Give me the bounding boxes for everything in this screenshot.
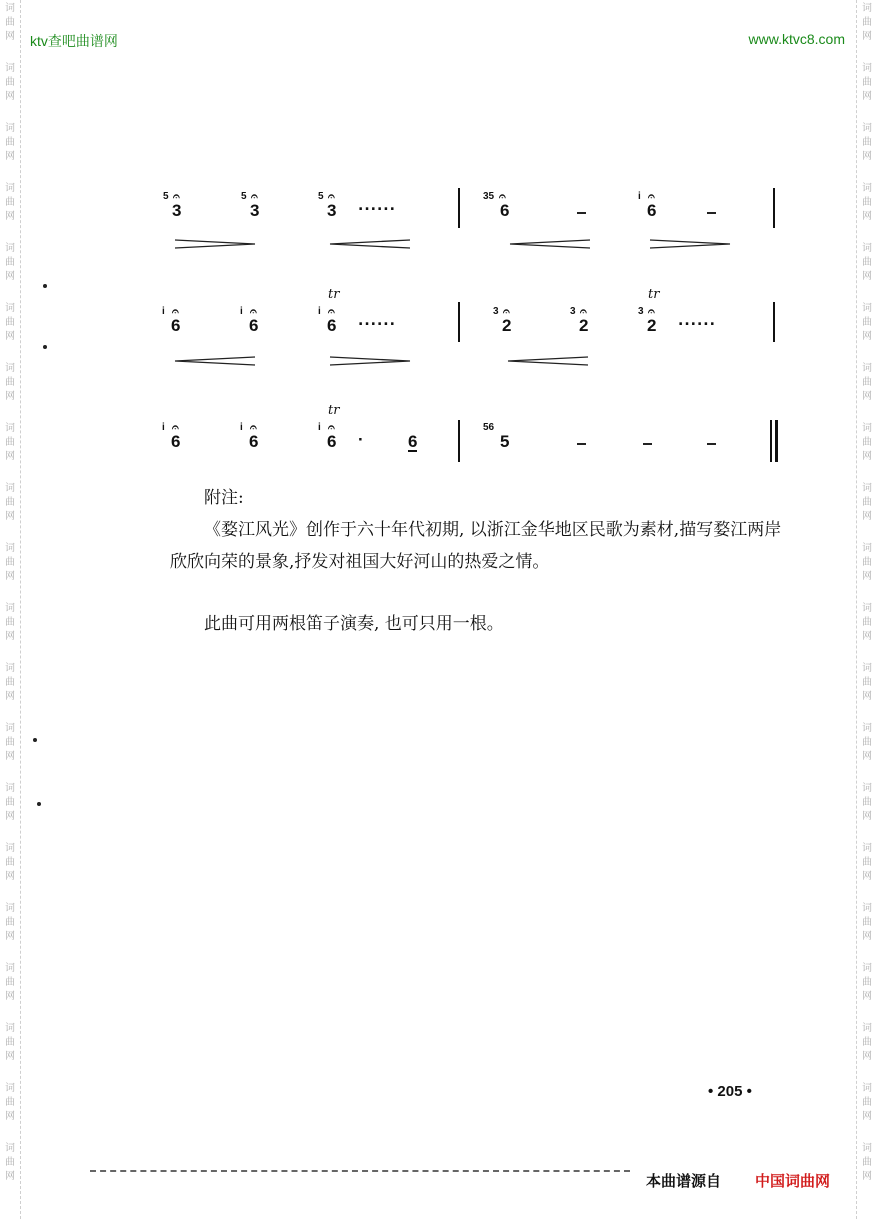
watermark-char: 网 xyxy=(5,751,15,762)
footer-source-site[interactable]: 中国词曲网 xyxy=(755,1172,831,1190)
watermark-char: 网 xyxy=(5,31,15,42)
extension-dash xyxy=(577,212,586,214)
watermark-char: 曲 xyxy=(862,1037,872,1048)
watermark-char: 曲 xyxy=(5,437,15,448)
watermark-char: 曲 xyxy=(862,677,872,688)
watermark-char: 曲 xyxy=(862,1097,872,1108)
watermark-char: 网 xyxy=(5,451,15,462)
watermark-char: 词 xyxy=(862,783,872,794)
watermark-char: 词 xyxy=(862,963,872,974)
watermark-char: 网 xyxy=(5,511,15,522)
watermark-char: 网 xyxy=(862,391,872,402)
watermark-char: 词 xyxy=(862,843,872,854)
page-number: • 205 • xyxy=(708,1083,752,1100)
fermata-icon: 𝄐 xyxy=(250,420,257,434)
watermark-text xyxy=(859,782,875,824)
watermark-char: 词 xyxy=(862,483,872,494)
watermark-char: 词 xyxy=(5,423,15,434)
fermata-icon: 𝄐 xyxy=(328,420,335,434)
watermark-char: 曲 xyxy=(5,197,15,208)
watermark-char: 网 xyxy=(5,391,15,402)
watermark-char: 词 xyxy=(5,543,15,554)
watermark-text xyxy=(2,842,18,884)
watermark-char: 词 xyxy=(5,1023,15,1034)
watermark-char: 网 xyxy=(5,1051,15,1062)
dynamics-hairpins xyxy=(0,0,877,480)
hairpin-crescendo xyxy=(330,240,410,248)
watermark-char: 词 xyxy=(5,123,15,134)
scan-speck xyxy=(43,284,47,288)
watermark-char: 曲 xyxy=(5,1157,15,1168)
trill-mark: tr xyxy=(328,403,340,418)
watermark-char: 词 xyxy=(5,903,15,914)
watermark-char: 网 xyxy=(862,151,872,162)
watermark-text xyxy=(2,1022,18,1064)
watermark-char: 曲 xyxy=(862,497,872,508)
watermark-char: 网 xyxy=(5,631,15,642)
watermark-char: 词 xyxy=(862,243,872,254)
watermark-char: 网 xyxy=(5,811,15,822)
watermark-char: 词 xyxy=(862,1083,872,1094)
watermark-text xyxy=(859,662,875,704)
watermark-char: 曲 xyxy=(5,557,15,568)
watermark-text xyxy=(2,1142,18,1184)
watermark-char: 曲 xyxy=(5,617,15,628)
watermark-char: 词 xyxy=(862,603,872,614)
continuation-dots: ...... xyxy=(358,198,396,214)
watermark-char: 词 xyxy=(5,1143,15,1154)
eighth-note: 6 xyxy=(408,432,418,451)
watermark-char: 曲 xyxy=(862,1157,872,1168)
watermark-char: 曲 xyxy=(5,77,15,88)
watermark-char: 网 xyxy=(862,91,872,102)
watermark-char: 曲 xyxy=(5,737,15,748)
watermark-char: 网 xyxy=(5,1171,15,1182)
watermark-char: 网 xyxy=(862,331,872,342)
watermark-char: 词 xyxy=(862,63,872,74)
watermark-char: 网 xyxy=(5,991,15,1002)
watermark-char: 词 xyxy=(5,843,15,854)
trill-mark: tr xyxy=(328,287,340,302)
watermark-char: 曲 xyxy=(5,17,15,28)
watermark-char: 网 xyxy=(862,931,872,942)
watermark-char: 网 xyxy=(862,31,872,42)
watermark-char: 网 xyxy=(862,811,872,822)
watermark-char: 网 xyxy=(5,691,15,702)
watermark-text xyxy=(859,902,875,944)
watermark-char: 曲 xyxy=(862,137,872,148)
watermark-char: 曲 xyxy=(862,317,872,328)
watermark-char: 网 xyxy=(862,871,872,882)
watermark-char: 词 xyxy=(862,1023,872,1034)
extension-dash xyxy=(643,443,652,445)
watermark-char: 曲 xyxy=(5,1037,15,1048)
watermark-char: 曲 xyxy=(862,617,872,628)
watermark-text xyxy=(2,1082,18,1124)
fermata-icon: 𝄐 xyxy=(648,304,655,318)
watermark-text xyxy=(2,482,18,524)
extension-dash xyxy=(577,443,586,445)
fermata-icon: 𝄐 xyxy=(328,304,335,318)
scan-speck xyxy=(37,802,41,806)
continuation-dots: ...... xyxy=(678,313,716,329)
watermark-text xyxy=(2,902,18,944)
watermark-char: 网 xyxy=(862,1051,872,1062)
watermark-char: 网 xyxy=(5,1111,15,1122)
final-bar-line-thick xyxy=(775,420,778,462)
fermata-icon: 𝄐 xyxy=(173,189,180,203)
watermark-text xyxy=(859,482,875,524)
fermata-icon: 𝄐 xyxy=(172,420,179,434)
watermark-char: 网 xyxy=(5,871,15,882)
scan-speck xyxy=(43,345,47,349)
fermata-icon: 𝄐 xyxy=(250,304,257,318)
extension-dash xyxy=(707,212,716,214)
footer-rule xyxy=(90,1170,630,1172)
watermark-char: 词 xyxy=(5,3,15,14)
watermark-char: 网 xyxy=(862,211,872,222)
watermark-text xyxy=(2,662,18,704)
watermark-text xyxy=(859,962,875,1004)
watermark-char: 曲 xyxy=(862,737,872,748)
watermark-char: 词 xyxy=(5,963,15,974)
watermark-char: 网 xyxy=(5,271,15,282)
watermark-char: 网 xyxy=(862,271,872,282)
watermark-char: 词 xyxy=(5,243,15,254)
watermark-char: 曲 xyxy=(5,1097,15,1108)
watermark-char: 网 xyxy=(862,751,872,762)
fermata-icon: 𝄐 xyxy=(648,189,655,203)
watermark-char: 词 xyxy=(862,183,872,194)
watermark-char: 曲 xyxy=(862,977,872,988)
bar-line xyxy=(458,188,460,228)
watermark-text xyxy=(2,722,18,764)
watermark-char: 网 xyxy=(862,571,872,582)
watermark-char: 词 xyxy=(5,723,15,734)
watermark-char: 网 xyxy=(862,991,872,1002)
final-bar-line-thin xyxy=(770,420,772,462)
watermark-char: 词 xyxy=(862,1143,872,1154)
watermark-char: 词 xyxy=(862,663,872,674)
watermark-char: 曲 xyxy=(862,197,872,208)
scan-speck xyxy=(33,738,37,742)
watermark-char: 曲 xyxy=(862,797,872,808)
hairpin-diminuendo xyxy=(330,357,410,365)
trill-mark: tr xyxy=(648,287,660,302)
watermark-char: 曲 xyxy=(5,137,15,148)
bar-line xyxy=(773,188,775,228)
watermark-text xyxy=(2,602,18,644)
watermark-char: 词 xyxy=(5,63,15,74)
watermark-char: 曲 xyxy=(5,857,15,868)
watermark-text xyxy=(2,542,18,584)
music-score: 5 𝄐 3 5 𝄐 3 5 𝄐 3 ...... 35 𝄐 6 i 𝄐 6 tr tr i 𝄐 6 i 𝄐 6 i 𝄐 6 ...... 3 𝄐 2 3 𝄐 2 3 𝄐 2 ...... tr i 𝄐 6 i 𝄐 6 i 𝄐 6 · 6 56 5 xyxy=(0,0,877,480)
hairpin-diminuendo xyxy=(175,240,255,248)
watermark-text xyxy=(859,1022,875,1064)
watermark-text xyxy=(2,962,18,1004)
watermark-char: 曲 xyxy=(5,497,15,508)
watermark-char: 词 xyxy=(862,543,872,554)
watermark-char: 词 xyxy=(5,603,15,614)
continuation-dots: ...... xyxy=(358,313,396,329)
watermark-char: 曲 xyxy=(5,977,15,988)
watermark-char: 曲 xyxy=(862,437,872,448)
bar-line xyxy=(458,420,460,462)
watermark-char: 曲 xyxy=(862,77,872,88)
header-right-link[interactable]: www.ktvc8.com xyxy=(748,31,845,47)
watermark-char: 网 xyxy=(862,631,872,642)
watermark-char: 网 xyxy=(5,211,15,222)
watermark-char: 词 xyxy=(862,123,872,134)
watermark-char: 词 xyxy=(5,483,15,494)
fermata-icon: 𝄐 xyxy=(580,304,587,318)
watermark-char: 曲 xyxy=(862,377,872,388)
watermark-char: 网 xyxy=(862,691,872,702)
fermata-icon: 𝄐 xyxy=(499,189,506,203)
watermark-char: 曲 xyxy=(5,257,15,268)
extension-dash xyxy=(707,443,716,445)
watermark-char: 曲 xyxy=(5,677,15,688)
watermark-char: 网 xyxy=(862,451,872,462)
watermark-char: 词 xyxy=(862,303,872,314)
watermark-char: 词 xyxy=(5,783,15,794)
watermark-text xyxy=(859,842,875,884)
watermark-char: 词 xyxy=(862,903,872,914)
hairpin-crescendo xyxy=(175,357,255,365)
hairpin-crescendo xyxy=(510,240,590,248)
watermark-char: 词 xyxy=(862,423,872,434)
watermark-char: 词 xyxy=(5,1083,15,1094)
watermark-char: 网 xyxy=(5,571,15,582)
hairpin-crescendo xyxy=(508,357,588,365)
watermark-char: 曲 xyxy=(862,857,872,868)
bar-line xyxy=(773,302,775,342)
header-left-link[interactable]: ktv查吧曲谱网 xyxy=(30,33,118,49)
watermark-char: 网 xyxy=(5,91,15,102)
watermark-char: 词 xyxy=(5,663,15,674)
notes-paragraph: 此曲可用两根笛子演奏, 也可只用一根。 xyxy=(204,614,504,634)
watermark-char: 网 xyxy=(862,511,872,522)
fermata-icon: 𝄐 xyxy=(251,189,258,203)
watermark-text xyxy=(859,602,875,644)
watermark-text xyxy=(859,1082,875,1124)
notes-heading: 附注: xyxy=(204,488,244,508)
augmentation-dot: · xyxy=(358,430,364,449)
watermark-char: 曲 xyxy=(862,917,872,928)
fermata-icon: 𝄐 xyxy=(503,304,510,318)
notes-paragraph: 《婺江风光》创作于六十年代初期, 以浙江金华地区民歌为素材,描写婺江两岸欣欣向荣的景象,抒发对祖国大好河山的热爱之情。 xyxy=(170,520,782,572)
bar-line xyxy=(458,302,460,342)
watermark-char: 网 xyxy=(5,151,15,162)
watermark-char: 词 xyxy=(862,3,872,14)
hairpin-diminuendo xyxy=(650,240,730,248)
watermark-char: 词 xyxy=(5,183,15,194)
fermata-icon: 𝄐 xyxy=(328,189,335,203)
watermark-char: 词 xyxy=(862,363,872,374)
footer-source-label: 本曲谱源自 xyxy=(646,1172,722,1190)
watermark-char: 网 xyxy=(862,1171,872,1182)
watermark-char: 曲 xyxy=(862,17,872,28)
watermark-text xyxy=(859,1142,875,1184)
watermark-char: 曲 xyxy=(862,257,872,268)
watermark-char: 曲 xyxy=(862,557,872,568)
watermark-text xyxy=(859,542,875,584)
watermark-char: 网 xyxy=(5,931,15,942)
watermark-text xyxy=(859,722,875,764)
watermark-char: 词 xyxy=(5,363,15,374)
fermata-icon: 𝄐 xyxy=(172,304,179,318)
watermark-char: 网 xyxy=(5,331,15,342)
watermark-char: 曲 xyxy=(5,377,15,388)
watermark-char: 曲 xyxy=(5,317,15,328)
watermark-char: 网 xyxy=(862,1111,872,1122)
watermark-char: 词 xyxy=(862,723,872,734)
watermark-char: 曲 xyxy=(5,917,15,928)
watermark-text xyxy=(2,782,18,824)
watermark-char: 曲 xyxy=(5,797,15,808)
watermark-char: 词 xyxy=(5,303,15,314)
